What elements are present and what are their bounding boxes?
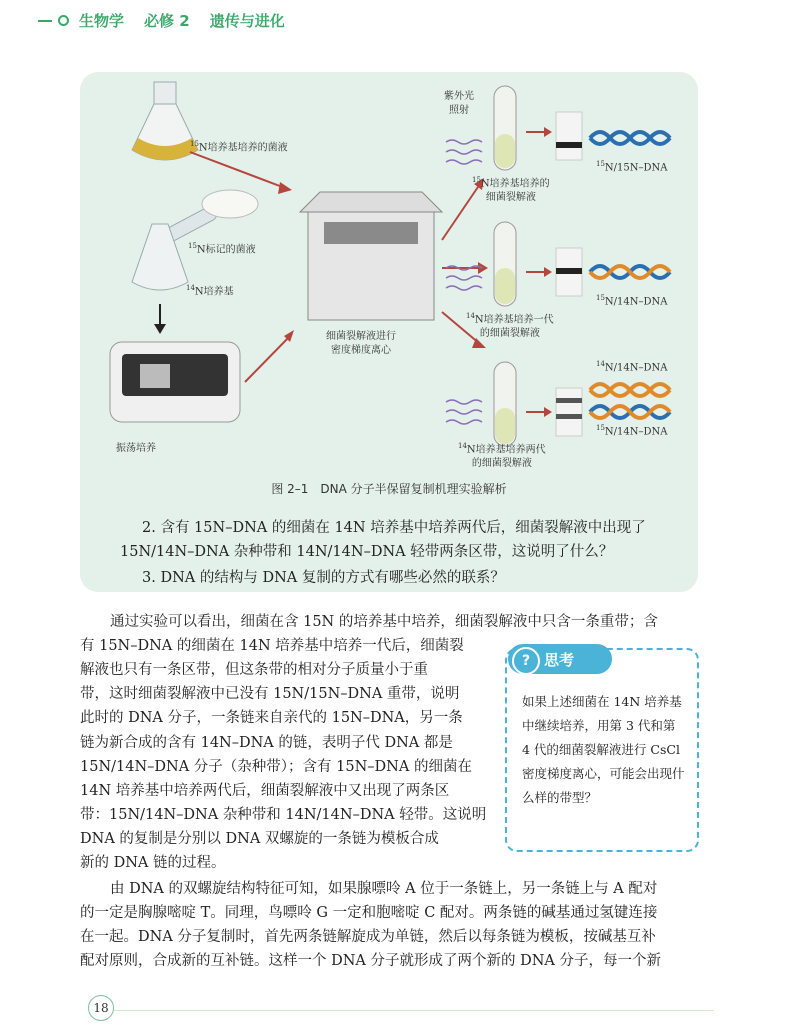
question-2-line-1: 2. 含有 15N–DNA 的细菌在 14N 培养基中培养两代后，细菌裂解液中出现了 — [142, 520, 646, 536]
label-tube-1: $^{15}$N培养基培养的 细菌裂解液 — [472, 176, 550, 203]
body-p1-line-6: 链为新合成的含有 14N–DNA 的链，表明子代 DNA 都是 — [80, 735, 453, 751]
body-p1-line-3: 解液也只有一条区带，但这条带的相对分子质量小于重 — [80, 662, 428, 678]
think-title: 思考 — [544, 651, 575, 669]
label-n15-culture: $^{15}$N培养基培养的菌液 — [190, 140, 288, 154]
body-p1-line-1: 通过实验可以看出，细菌在含 15N 的培养基中培养，细菌裂解液中只含一条重带；含 — [110, 614, 658, 630]
figure-panel — [80, 72, 698, 592]
footer-rule — [114, 1010, 714, 1011]
body-p1-line-2: 有 15N–DNA 的细菌在 14N 培养基中培养一代后，细菌裂 — [80, 638, 464, 654]
question-3: 3. DNA 的结构与 DNA 复制的方式有哪些必然的联系？ — [142, 570, 505, 586]
question-bubble-icon: ? — [512, 647, 540, 675]
label-uv: 紫外光 照射 — [444, 91, 474, 116]
body-p1-line-5: 此时的 DNA 分子，一条链来自亲代的 15N–DNA，另一条 — [80, 710, 463, 726]
label-dna-1: $^{15}$N/15N–DNA — [596, 160, 668, 174]
question-2-line-2: 15N/14N–DNA 杂种带和 14N/14N–DNA 轻带两条区带，这说明了什么？ — [120, 544, 614, 560]
label-n15-marked: $^{15}$N标记的菌液 — [188, 242, 256, 256]
centrifuge-icon — [300, 192, 442, 320]
tube-1-icon — [494, 86, 516, 170]
label-n14-medium: $^{14}$N培养基 — [186, 284, 234, 298]
body-p1-line-11: 新的 DNA 链的过程。 — [80, 855, 226, 871]
tube-3-icon — [494, 362, 516, 446]
running-header — [38, 10, 285, 31]
band-strip-1 — [556, 112, 582, 160]
body-p2-line-4: 配对原则，合成新的互补链。这样一个 DNA 分子就形成了两个新的 DNA 分子，每一个新 — [80, 953, 662, 969]
band-strip-2 — [556, 248, 582, 296]
body-p2-line-2: 的一定是胸腺嘧啶 T。同理，鸟嘌呤 G 一定和胞嘧啶 C 配对。两条链的碱基通过氢键连接 — [80, 905, 658, 921]
label-dna-3b: $^{15}$N/14N–DNA — [596, 424, 668, 438]
dna-helix-icons — [590, 132, 670, 418]
shaker-incubator-icon — [110, 342, 240, 422]
body-p2-line-3: 在一起。DNA 分子复制时，首先两条链解旋成为单链，然后以每条链为模板，按碱基互补 — [80, 929, 656, 945]
think-text: 如果上述细菌在 14N 培养基中继续培养，用第 3 代和第 4 代的细菌裂解液进行 CsCl 密度梯度离心，可能会出现什么样的带型？ — [522, 694, 685, 805]
think-tab — [508, 644, 612, 674]
label-dna-3a: $^{14}$N/14N–DNA — [596, 360, 668, 374]
header-rule — [38, 20, 52, 22]
page-number: 18 — [88, 995, 114, 1021]
tube-2-icon — [494, 222, 516, 306]
figure-caption: 图 2–1 DNA 分子半保留复制机理实验解析 — [271, 482, 507, 496]
body-p2-line-1: 由 DNA 的双螺旋结构特征可知，如果腺嘌呤 A 位于一条链上，另一条链上与 A 配对 — [110, 881, 658, 897]
body-p1-line-8: 14N 培养基中培养两代后，细菌裂解液中又出现了两条区 — [80, 783, 450, 799]
header-dot-icon — [58, 15, 69, 26]
label-tube-3: $^{14}$N培养基培养两代 的细菌裂解液 — [458, 442, 546, 469]
label-tube-2: $^{14}$N培养基培养一代 的细菌裂解液 — [466, 312, 554, 339]
header-subject: 生物学 — [79, 12, 125, 30]
body-p1-line-10: DNA 的复制是分别以 DNA 双螺旋的一条链为模板合成 — [80, 831, 439, 847]
header-volume: 必修 2 — [144, 12, 190, 30]
body-p1-line-9: 带：15N/14N–DNA 杂种带和 14N/14N–DNA 轻带。这说明 — [80, 807, 487, 823]
experiment-diagram — [80, 72, 698, 472]
body-p1-line-4: 带，这时细菌裂解液中已没有 15N/15N–DNA 重带，说明 — [80, 686, 460, 702]
header-title: 遗传与进化 — [209, 12, 285, 30]
label-dna-2: $^{15}$N/14N–DNA — [596, 294, 668, 308]
flask-n15-culture-icon — [132, 82, 198, 160]
label-centrifuge: 细菌裂解液进行 密度梯度离心 — [326, 331, 396, 356]
band-strip-3 — [556, 388, 582, 436]
label-shaking: 振荡培养 — [116, 443, 156, 454]
body-p1-line-7: 15N/14N–DNA 分子（杂种带）；含有 15N–DNA 的细菌在 — [80, 759, 472, 775]
